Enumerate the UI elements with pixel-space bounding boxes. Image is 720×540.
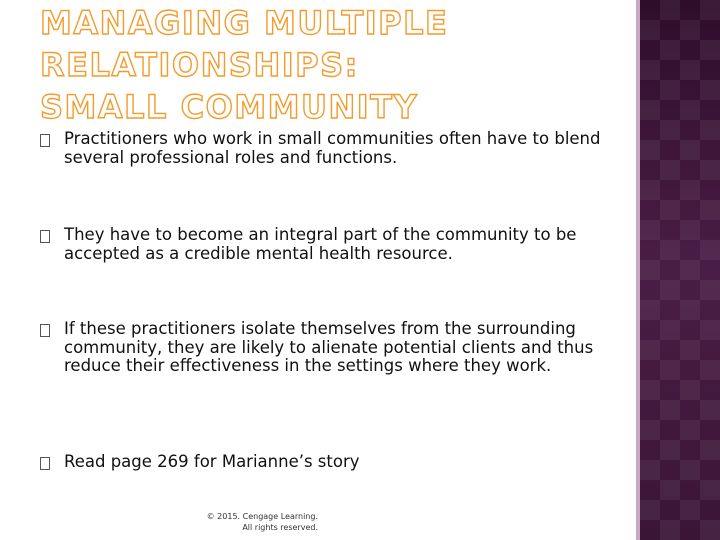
bullet-marker-icon xyxy=(40,134,50,147)
rights-line: All rights reserved. xyxy=(242,523,318,532)
bullet-text: Read page 269 for Marianne’s story xyxy=(64,452,360,471)
slide-title: MANAGING MULTIPLE RELATIONSHIPS: SMALL COMMUNITY xyxy=(40,4,449,126)
bullet-text: They have to become an integral part of the community to be accepted as a credible mental health resource. xyxy=(64,225,577,263)
bullet-marker-icon xyxy=(40,324,50,337)
bullet-marker-icon xyxy=(40,457,50,470)
copyright-footer xyxy=(198,511,318,533)
bullet-marker-icon xyxy=(40,230,50,243)
bullet-text: Practitioners who work in small communities often have to blend several professional roles and functions. xyxy=(64,129,601,167)
copyright-line: © 2015. Cengage Learning. xyxy=(206,512,318,521)
bullet-text: If these practitioners isolate themselves from the surrounding community, they are likely to alienate potential clients and thus reduce their effectiveness in the settings where they work. xyxy=(64,319,594,375)
decorative-sidebar xyxy=(640,0,720,540)
